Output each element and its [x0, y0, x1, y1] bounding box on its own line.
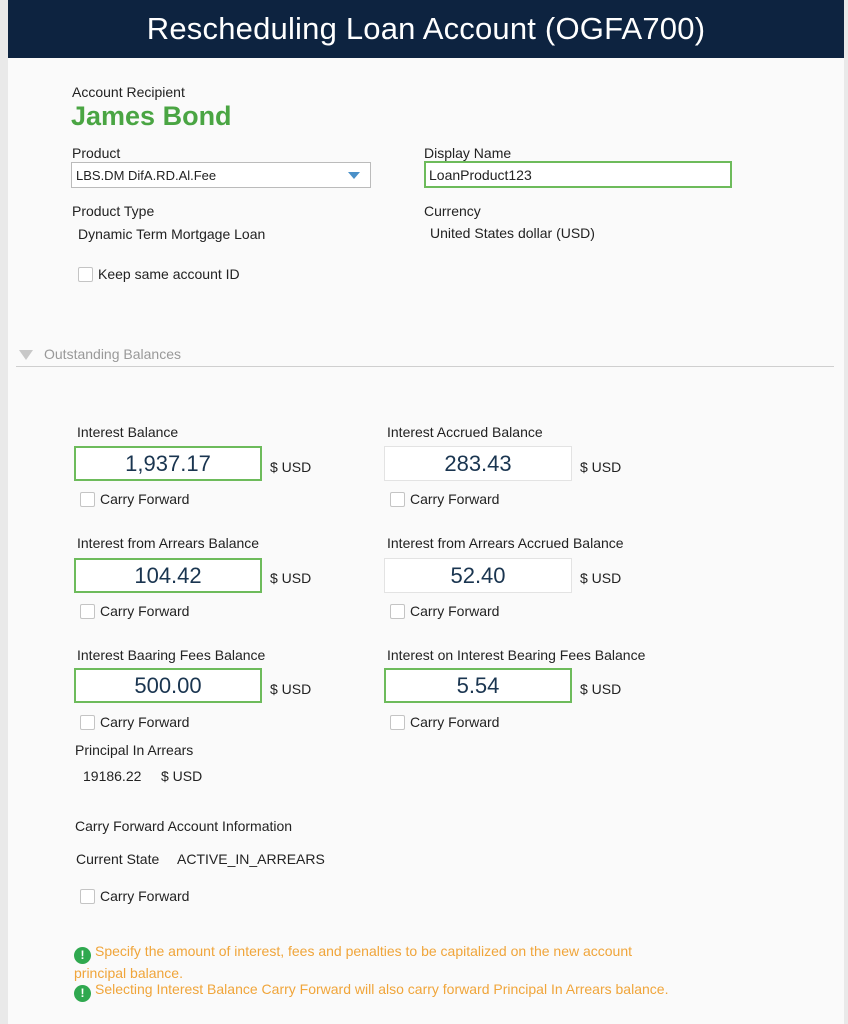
carry-forward-checkbox[interactable] — [80, 715, 95, 730]
principal-arrears-value: 19186.22 — [83, 768, 142, 784]
balance-label: Interest from Arrears Balance — [77, 535, 260, 551]
currency-suffix: $ USD — [580, 570, 622, 586]
carry-forward-checkbox[interactable] — [390, 604, 405, 619]
current-state-value: ACTIVE_IN_ARREARS — [177, 851, 325, 867]
collapse-triangle-icon[interactable] — [19, 350, 33, 360]
principal-arrears-label: Principal In Arrears — [75, 742, 194, 758]
info-note-text: Selecting Interest Balance Carry Forward will also carry forward Principal In Arrears balance. — [95, 981, 669, 997]
info-note-text: Specify the amount of interest, fees and penalties to be capitalized on the new account principal balance. — [74, 943, 633, 981]
currency-label: Currency — [424, 203, 481, 219]
form-panel — [8, 58, 844, 1024]
display-name-label: Display Name — [424, 145, 512, 161]
balance-label: Interest from Arrears Accrued Balance — [387, 535, 624, 551]
carry-forward-label: Carry Forward — [410, 603, 500, 619]
interest-arrears-balance-input[interactable] — [74, 558, 262, 593]
carry-forward-checkbox[interactable] — [390, 492, 405, 507]
product-type-label: Product Type — [72, 203, 155, 219]
section-divider — [16, 366, 834, 367]
carry-forward-account-checkbox[interactable] — [80, 889, 95, 904]
info-note — [74, 942, 674, 982]
carry-forward-checkbox[interactable] — [390, 715, 405, 730]
info-note — [74, 980, 714, 1002]
carry-forward-label: Carry Forward — [100, 888, 190, 904]
carry-forward-label: Carry Forward — [410, 491, 500, 507]
keep-account-id-label: Keep same account ID — [98, 266, 240, 282]
balance-label: Interest Accrued Balance — [387, 424, 543, 440]
interest-arrears-accrued-input[interactable] — [384, 558, 572, 593]
currency-suffix: $ USD — [270, 570, 312, 586]
chevron-down-icon[interactable] — [348, 172, 360, 179]
currency-suffix: $ USD — [270, 681, 312, 697]
balance-label: Interest on Interest Bearing Fees Balance — [387, 647, 646, 663]
carry-forward-row — [80, 491, 189, 507]
info-icon: ! — [74, 947, 91, 964]
carry-forward-label: Carry Forward — [100, 603, 190, 619]
currency-suffix: $ USD — [580, 459, 622, 475]
balance-label: Interest Balance — [77, 424, 179, 440]
keep-account-id-row — [78, 266, 240, 282]
principal-arrears-currency: $ USD — [161, 768, 203, 784]
interest-accrued-balance-input[interactable] — [384, 446, 572, 481]
carry-forward-row — [80, 714, 189, 730]
current-state-label: Current State — [76, 851, 160, 867]
page-header — [8, 0, 844, 58]
product-label: Product — [72, 145, 121, 161]
page-title: Rescheduling Loan Account (OGFA700) — [146, 11, 706, 46]
keep-account-id-checkbox[interactable] — [78, 267, 93, 282]
recipient-name: James Bond — [71, 101, 232, 131]
carry-forward-row — [80, 888, 189, 904]
balance-label: Interest Baaring Fees Balance — [77, 647, 266, 663]
product-type-value: Dynamic Term Mortgage Loan — [78, 226, 266, 242]
carry-forward-row — [390, 603, 499, 619]
interest-fees-balance-input[interactable] — [74, 668, 262, 703]
product-select[interactable] — [71, 162, 371, 188]
info-icon: ! — [74, 985, 91, 1002]
carry-forward-checkbox[interactable] — [80, 604, 95, 619]
carry-forward-label: Carry Forward — [100, 714, 190, 730]
carry-forward-info-title: Carry Forward Account Information — [75, 818, 293, 834]
interest-balance-input[interactable] — [74, 446, 262, 481]
carry-forward-label: Carry Forward — [100, 491, 190, 507]
recipient-label: Account Recipient — [72, 84, 185, 100]
display-name-input[interactable] — [424, 161, 732, 188]
currency-suffix: $ USD — [580, 681, 622, 697]
carry-forward-row — [390, 714, 499, 730]
carry-forward-checkbox[interactable] — [80, 492, 95, 507]
outstanding-balances-title[interactable]: Outstanding Balances — [44, 346, 181, 362]
product-select-value: LBS.DM DifA.RD.Al.Fee — [76, 167, 217, 183]
carry-forward-label: Carry Forward — [410, 714, 500, 730]
carry-forward-row — [390, 491, 499, 507]
currency-suffix: $ USD — [270, 459, 312, 475]
interest-on-fees-balance-input[interactable] — [384, 668, 572, 703]
carry-forward-row — [80, 603, 189, 619]
currency-value: United States dollar (USD) — [430, 225, 595, 241]
